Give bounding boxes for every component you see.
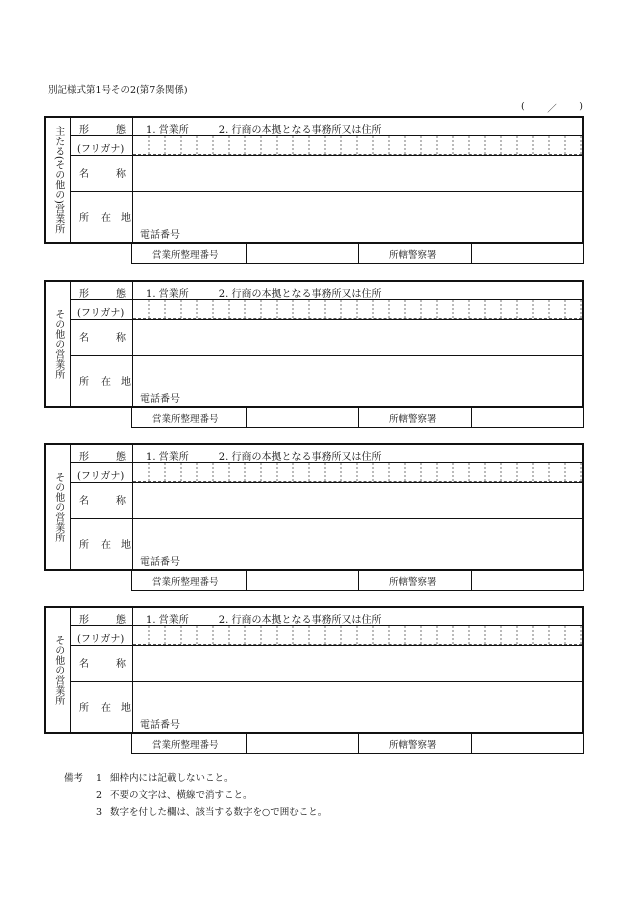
name-row: 名 称: [71, 320, 582, 356]
type-options[interactable]: [133, 118, 582, 135]
remarks: 備考 1 細枠内には記載しないこと。 2 不要の文字は、横線で消すこと。 3 数字を付した欄は、該当する数字を○で囲むこと。: [64, 770, 327, 821]
office-number-label: 営業所整理番号: [132, 408, 247, 427]
phone-label: 電話番号: [140, 230, 180, 241]
office-number-label: 営業所整理番号: [132, 734, 247, 753]
police-station-label: 所轄警察署: [359, 408, 472, 427]
police-station-field[interactable]: [472, 571, 583, 590]
furigana-row: (フリガナ): [71, 463, 582, 483]
page-slash: ／: [547, 104, 557, 115]
office-number-label: 営業所整理番号: [132, 244, 247, 263]
remark-item: 不要の文字は、横線で消すこと。: [110, 790, 253, 801]
remark-item: 数字を付した欄は、該当する数字を○で囲むこと。: [110, 807, 328, 818]
option-office[interactable]: 1. 営業所: [146, 452, 189, 463]
page-open-paren: (: [521, 101, 525, 112]
name-field[interactable]: [133, 483, 582, 518]
type-row: 形 態 1. 営業所 2. 行商の本拠となる事務所又は住所: [71, 118, 582, 136]
phone-label: 電話番号: [140, 557, 180, 568]
remarks-heading: 備考: [64, 773, 84, 784]
name-row: 名 称: [71, 646, 582, 682]
furigana-field[interactable]: [133, 626, 582, 645]
option-office[interactable]: 1. 営業所: [146, 615, 189, 626]
address-field[interactable]: [133, 682, 582, 732]
police-station-label: 所轄警察署: [359, 244, 472, 263]
office-frame: [44, 443, 584, 571]
name-row: 名 称: [71, 156, 582, 192]
office-number-field[interactable]: [247, 408, 359, 427]
office-type-label: その他の営業所: [46, 608, 71, 732]
address-field[interactable]: [133, 192, 582, 242]
address-field[interactable]: [133, 519, 582, 569]
office-number-field[interactable]: [247, 244, 359, 263]
office-frame: [44, 606, 584, 734]
address-row: 所 在 地 電話番号: [71, 192, 582, 242]
furigana-row: (フリガナ): [71, 626, 582, 646]
police-station-label: 所轄警察署: [359, 734, 472, 753]
furigana-row: (フリガナ): [71, 136, 582, 156]
furigana-field[interactable]: [133, 136, 582, 155]
type-options[interactable]: [133, 282, 582, 299]
police-station-label: 所轄警察署: [359, 571, 472, 590]
type-options[interactable]: [133, 608, 582, 625]
type-options[interactable]: [133, 445, 582, 462]
phone-label: 電話番号: [140, 720, 180, 731]
name-row: 名 称: [71, 483, 582, 519]
type-row: 形 態 1. 営業所 2. 行商の本拠となる事務所又は住所: [71, 445, 582, 463]
furigana-field[interactable]: [133, 463, 582, 482]
office-type-label: その他の営業所: [46, 282, 71, 406]
address-row: 所 在 地 電話番号: [71, 519, 582, 569]
office-frame: [44, 116, 584, 244]
address-row: 所 在 地 電話番号: [71, 682, 582, 732]
admin-row: [131, 571, 584, 591]
furigana-field[interactable]: [133, 300, 582, 319]
police-station-field[interactable]: [472, 244, 583, 263]
name-field[interactable]: [133, 156, 582, 191]
page-close-paren: ): [579, 101, 583, 112]
address-row: 所 在 地 電話番号: [71, 356, 582, 406]
police-station-field[interactable]: [472, 408, 583, 427]
option-peddler-base[interactable]: 2. 行商の本拠となる事務所又は住所: [218, 452, 382, 463]
office-number-field[interactable]: [247, 734, 359, 753]
admin-row: [131, 734, 584, 754]
option-peddler-base[interactable]: 2. 行商の本拠となる事務所又は住所: [218, 125, 382, 136]
admin-row: [131, 408, 584, 428]
page-number: [521, 101, 583, 115]
office-frame: [44, 280, 584, 408]
type-row: 形 態 1. 営業所 2. 行商の本拠となる事務所又は住所: [71, 282, 582, 300]
furigana-row: (フリガナ): [71, 300, 582, 320]
police-station-field[interactable]: [472, 734, 583, 753]
office-type-label: 主たる(その他の)営業所: [46, 118, 71, 242]
office-number-field[interactable]: [247, 571, 359, 590]
option-office[interactable]: 1. 営業所: [146, 289, 189, 300]
office-number-label: 営業所整理番号: [132, 571, 247, 590]
type-row: 形 態 1. 営業所 2. 行商の本拠となる事務所又は住所: [71, 608, 582, 626]
admin-row: [131, 244, 584, 264]
phone-label: 電話番号: [140, 394, 180, 405]
office-type-label: その他の営業所: [46, 445, 71, 569]
form-title: 別記様式第1号その2(第7条関係): [48, 85, 188, 96]
remark-item: 細枠内には記載しないこと。: [110, 773, 234, 784]
option-peddler-base[interactable]: 2. 行商の本拠となる事務所又は住所: [218, 615, 382, 626]
option-peddler-base[interactable]: 2. 行商の本拠となる事務所又は住所: [218, 289, 382, 300]
address-field[interactable]: [133, 356, 582, 406]
name-field[interactable]: [133, 646, 582, 681]
name-field[interactable]: [133, 320, 582, 355]
option-office[interactable]: 1. 営業所: [146, 125, 189, 136]
